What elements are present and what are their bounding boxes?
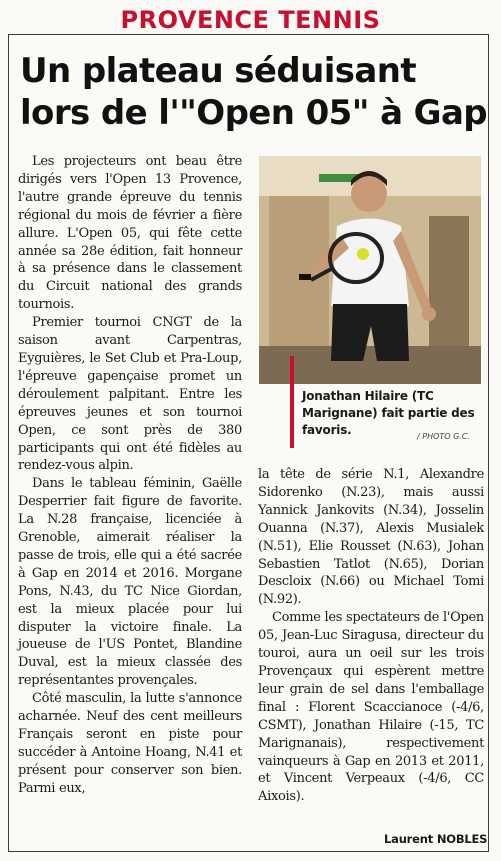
caption-accent-bar: [290, 356, 294, 448]
photo-credit: / PHOTO G.C.: [417, 432, 470, 441]
headline: [20, 50, 490, 134]
player-illustration: [259, 156, 481, 384]
paragraph-2: Premier tournoi CNGT de la saison avant Carpentras, Eyguières, le Set Club et Pra-Loup, l'épreuve gapençaise promet un déroulement palpitant. Entre les épreuves jeunes et son tournoi Open, ce sont près de 380 participants qui ont été fidèles au rendez-vous alpin.: [18, 315, 242, 474]
tennis-player-photo: [259, 156, 481, 384]
photo-caption: Jonathan Hilaire (TC Marignane) fait partie des favoris.: [302, 389, 475, 437]
section-kicker: PROVENCE TENNIS: [120, 6, 381, 34]
paragraph-4-start: Côté masculin, la lutte s'annonce acharnée. Neuf des cent meilleurs Français seront en piste pour succéder à Antoine Hoang, N.41 et présent pour conserver son bien. Parmi eux,: [18, 691, 242, 796]
headline-line-2: lors de l'"Open 05" à Gap: [20, 93, 488, 133]
paragraph-3: Dans le tableau féminin, Gaëlle Desperrier fait figure de favorite. La N.28 française, licenciée à Grenoble, aimerait réaliser la passe de trois, elle qui a été sacrée à Gap en 2014 et 2016. Morgane Pons, N.43, du TC Nice Giordan, est la mieux placée pour lui disputer la victoire finale. La joueuse de l'US Pontet, Blandine Duval, est la mieux classée des représentantes provençales.: [18, 476, 242, 689]
paragraph-5: Comme les spectateurs de l'Open 05, Jean-Luc Siragusa, directeur du touroi, aura un oeil sur les trois Provençaux qui espèrent mettre leur grain de sel dans l'emballage final : Florent Scaccianoce (-4/6, CSMT), Jonathan Hilaire (-15, TC Marignanais), respectivement vainqueurs à Gap en 2013 et 2011, et Vincent Verpeaux (-4/6, CC Aixois).: [258, 610, 484, 805]
paragraph-1: Les projecteurs ont beau être dirigés vers l'Open 13 Provence, l'autre grande épreuve du tennis régional du mois de février a fière allure. L'Open 05, qui fête cette année sa 28e édition, fait honneur à sa présence dans le classement du Circuit national des grands tournois.: [18, 154, 242, 313]
article-column-2: [258, 466, 484, 806]
paragraph-4: la tête de série N.1, Alexandre Sidorenko (N.23), mais aussi Yannick Jankovits (N.34), Josselin Ouanna (N.37), Alexis Musialek (N.51), Elie Rousset (N.63), Johan Sebastien Tatlot (N.65), Dorian Descloix (N.66) ou Michael Tomi (N.92).: [258, 467, 484, 608]
article-column-1: [18, 153, 242, 798]
headline-line-1: Un plateau séduisant: [20, 51, 417, 91]
author-byline: Laurent NOBLES: [384, 832, 488, 846]
